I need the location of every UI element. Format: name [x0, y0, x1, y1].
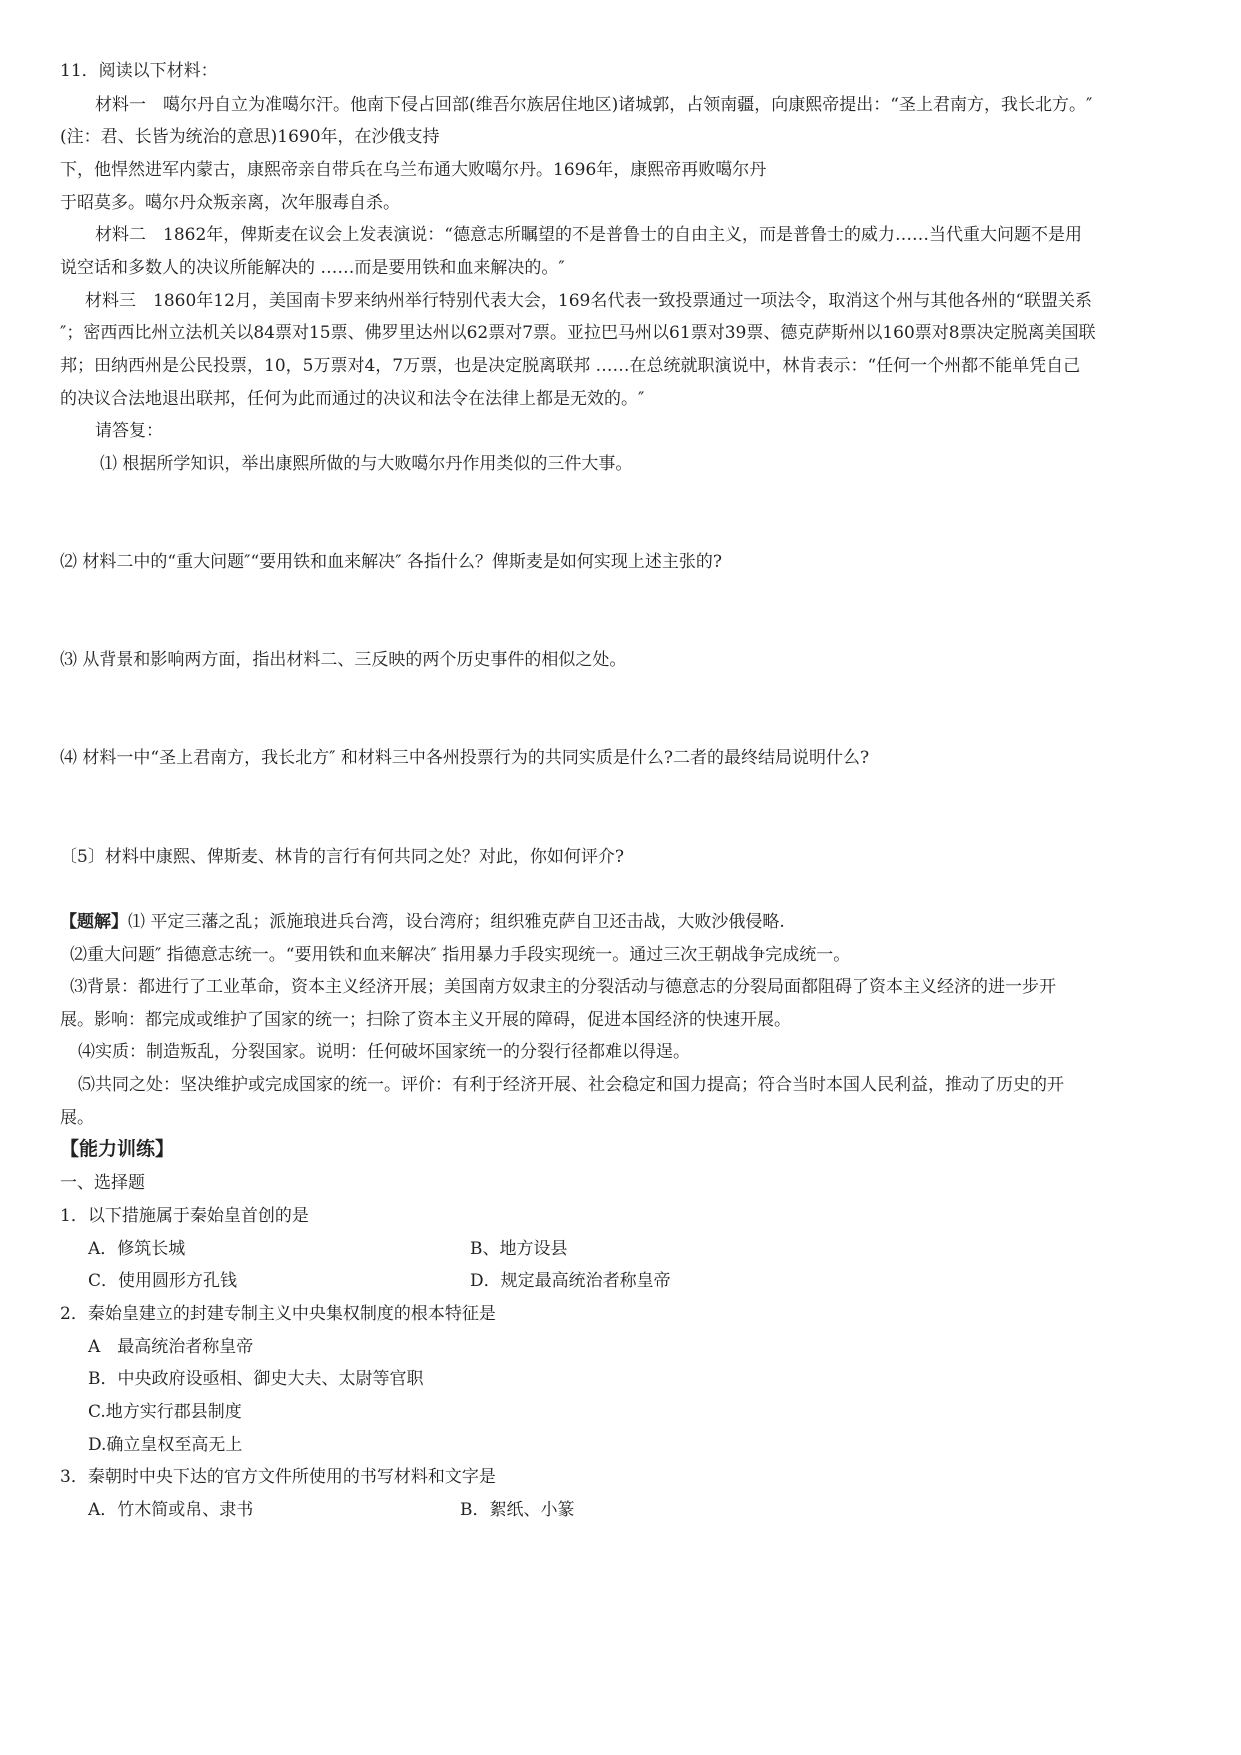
- mc-question-2-stem: 2．秦始皇建立的封建专制主义中央集权制度的根本特征是: [60, 1304, 496, 1324]
- answer-2: ⑵重大问题″ 指德意志统一。“要用铁和血来解决″ 指用暴力手段实现统一。通过三次王朝战争完成统一。: [70, 945, 851, 965]
- answer-tag: 【题解】: [60, 912, 128, 932]
- material-1-line-1: 材料一 噶尔丹自立为准噶尔汗。他南下侵占回部(维吾尔族居住地区)诸城郭，占领南疆，向康熙帝提出：“圣上君南方，我长北方。″: [95, 95, 1093, 115]
- mc-question-2-option-b: B．中央政府设亟相、御史大夫、太尉等官职: [88, 1369, 424, 1389]
- question-11-title: 11．阅读以下材料：: [60, 61, 218, 81]
- answer-5-line-2: 展。: [60, 1108, 94, 1128]
- sub-question-3: ⑶ 从背景和影响两方面，指出材料二、三反映的两个历史事件的相似之处。: [60, 650, 627, 670]
- sub-question-5: 〔5〕材料中康熙、俾斯麦、林肯的言行有何共同之处？对此，你如何评介?: [60, 847, 624, 867]
- mc-question-1-option-b: B、地方设县: [470, 1239, 568, 1259]
- answer-3-line-1: ⑶背景：都进行了工业革命，资本主义经济开展；美国南方奴隶主的分裂活动与德意志的分裂局面都阻碍了资本主义经济的进一步开: [70, 977, 1056, 997]
- material-1-line-3: 下，他悍然进军内蒙古，康熙帝亲自带兵在乌兰布通大败噶尔丹。1696年，康熙帝再败噶尔丹: [60, 160, 767, 180]
- mc-question-2-option-c: C.地方实行郡县制度: [88, 1402, 242, 1422]
- answer-3-line-2: 展。影响：都完成或维护了国家的统一；扫除了资本主义开展的障碍，促进本国经济的快速开展。: [60, 1010, 791, 1030]
- section-title: 一、选择题: [60, 1173, 145, 1193]
- mc-question-1-option-c: C．使用圆形方孔钱: [88, 1271, 238, 1291]
- material-3-line-2: ″；密西西比州立法机关以84票对15票、佛罗里达州以62票对7票。亚拉巴马州以61票对39票、德克萨斯州以160票对8票决定脱离美国联: [60, 323, 1096, 343]
- sub-question-1: ⑴ 根据所学知识，举出康熙所做的与大败噶尔丹作用类似的三件大事。: [100, 454, 633, 474]
- material-2-line-2: 说空话和多数人的决议所能解决的 ……而是要用铁和血来解决的。″: [60, 258, 565, 278]
- material-3-line-3: 邦；田纳西州是公民投票，10，5万票对4，7万票，也是决定脱离联邦 ……在总统就职演说中，林肯表示：“任何一个州都不能单凭自己: [60, 356, 1081, 376]
- answer-5-line-1: ⑸共同之处：坚决维护或完成国家的统一。评价：有利于经济开展、社会稳定和国力提高；符合当时本国人民利益，推动了历史的开: [78, 1075, 1064, 1095]
- material-3-line-1: 材料三 1860年12月，美国南卡罗来纳州举行特别代表大会，169名代表一致投票通过一项法令，取消这个州与其他各州的“联盟关系: [85, 291, 1093, 311]
- mc-question-3-option-b: B．絮纸、小篆: [460, 1500, 575, 1520]
- mc-question-3-option-a: A．竹木简或帛、隶书: [88, 1500, 254, 1520]
- training-heading: 【能力训练】: [60, 1138, 175, 1160]
- material-1-line-4: 于昭莫多。噶尔丹众叛亲离，次年服毒自杀。: [60, 193, 400, 213]
- mc-question-3-stem: 3．秦朝时中央下达的官方文件所使用的书写材料和文字是: [60, 1467, 496, 1487]
- answer-line-1: [60, 911, 785, 933]
- answer-1-text: ⑴ 平定三藩之乱；派施琅进兵台湾，设台湾府；组织雅克萨自卫还击战，大败沙俄侵略.: [128, 912, 785, 932]
- mc-question-1-option-d: D．规定最高统治者称皇帝: [470, 1271, 671, 1291]
- mc-question-1-option-a: A．修筑长城: [88, 1239, 186, 1259]
- mc-question-2-option-a: A 最高统治者称皇帝: [88, 1337, 254, 1357]
- sub-question-2: ⑵ 材料二中的“重大问题″“要用铁和血来解决″ 各指什么？俾斯麦是如何实现上述主张的?: [60, 552, 723, 572]
- answer-prompt: 请答复：: [95, 421, 163, 441]
- mc-question-1-stem: 1．以下措施属于秦始皇首创的是: [60, 1206, 309, 1226]
- material-2-line-1: 材料二 1862年，俾斯麦在议会上发表演说：“德意志所瞩望的不是普鲁士的自由主义，而是普鲁士的威力……当代重大问题不是用: [95, 225, 1082, 245]
- sub-question-4: ⑷ 材料一中“圣上君南方，我长北方″ 和材料三中各州投票行为的共同实质是什么?二者的最终结局说明什么?: [60, 748, 870, 768]
- material-3-line-4: 的决议合法地退出联邦，任何为此而通过的决议和法令在法律上都是无效的。″: [60, 389, 645, 409]
- material-1-line-2: (注：君、长皆为统治的意思)1690年，在沙俄支持: [60, 127, 440, 147]
- answer-4: ⑷实质：制造叛乱，分裂国家。说明：任何破坏国家统一的分裂行径都难以得逞。: [78, 1042, 690, 1062]
- mc-question-2-option-d: D.确立皇权至高无上: [88, 1435, 243, 1455]
